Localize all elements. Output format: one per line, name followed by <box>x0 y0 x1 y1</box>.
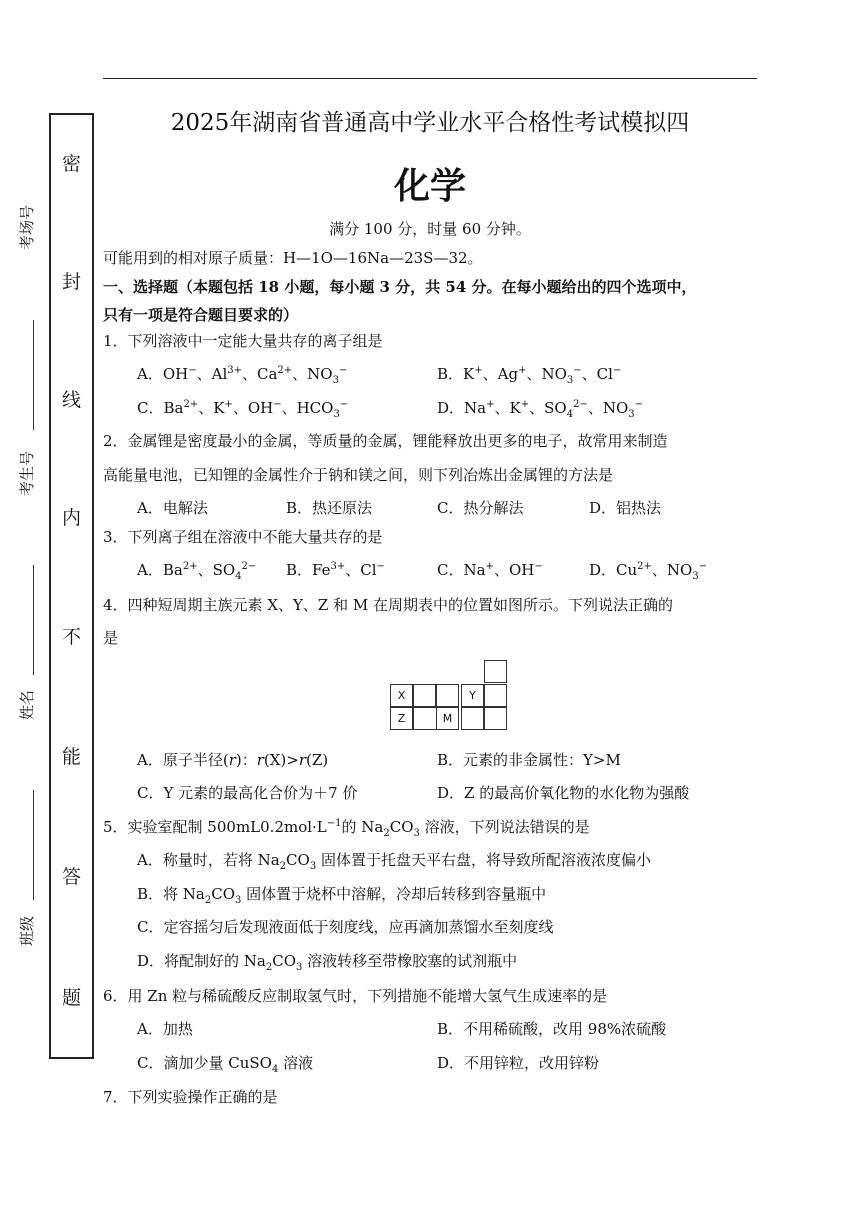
q7-stem: 7．下列实验操作正确的是 <box>103 1088 278 1106</box>
table-cell <box>484 684 507 707</box>
q6-option-c: C．滴加少量 CuSO$_4$ 溶液 <box>137 1054 314 1075</box>
table-cell <box>436 684 459 707</box>
q3-option-d: D．$Cu^{2+}$、$NO_3^-$ <box>589 561 708 582</box>
q2-option-a: A．电解法 <box>137 499 208 517</box>
subject-title: 化学 <box>393 165 466 207</box>
name-label: 姓名 <box>18 689 36 720</box>
exam-title: 2025年湖南省普通高中学业水平合格性考试模拟四 <box>170 110 690 136</box>
q6-option-b: B．不用稀硫酸，改用 98%浓硫酸 <box>437 1020 667 1038</box>
seal-char: 封 <box>61 271 81 293</box>
seal-char: 内 <box>61 507 81 529</box>
seal-char: 密 <box>61 153 81 175</box>
table-cell <box>413 684 436 707</box>
q1-stem: 1．下列溶液中一定能大量共存的离子组是 <box>103 332 383 350</box>
table-cell <box>461 707 484 730</box>
seal-char: 题 <box>61 987 81 1009</box>
q5-stem: 5．实验室配制 $500mL0.2mol\cdot L^{-1}$的 $Na_2CO_3$ 溶液，下列说法错误的是 <box>103 818 590 839</box>
q2-stem-line1: 2．金属锂是密度最小的金属，等质量的金属，锂能释放出更多的电子，故常用来制造 <box>103 432 668 450</box>
table-cell <box>484 707 507 730</box>
table-cell <box>413 707 436 730</box>
table-cell-m: M <box>436 707 459 730</box>
q5-option-a: A．称量时，若将 $Na_2CO_3$ 固体置于托盘天平右盘，将导致所配溶液浓度偏小 <box>137 851 651 872</box>
q2-option-b: B．热还原法 <box>286 499 373 517</box>
section-heading-line1: 一、选择题（本题包括 18 小题，每小题 3 分，共 54 分。在每小题给出的四个选项中， <box>103 278 697 296</box>
q6-option-a: A．加热 <box>137 1020 193 1038</box>
q4-stem-line1: 4．四种短周期主族元素 X、Y、Z 和 M 在周期表中的位置如图所示。下列说法正确的 <box>103 596 673 614</box>
q1-option-a: A．OH−、$Al^{3+}$、$Ca^{2+}$、$NO_3^-$ <box>137 365 348 386</box>
q4-stem-line2: 是 <box>103 629 119 647</box>
q1-option-c: C．$Ba^{2+}$、K+、OH−、$HCO_3^-$ <box>137 399 349 420</box>
table-cell-y: Y <box>461 684 484 707</box>
q3-option-b: B．$Fe^{3+}$、Cl− <box>286 561 385 579</box>
q4-option-b: B．元素的非金属性：Y>M <box>437 751 621 769</box>
seal-char: 不 <box>61 626 81 648</box>
atomic-masses: 可能用到的相对原子质量：H—1O—16Na—23S—32。 <box>103 249 483 267</box>
q2-stem-line2: 高能量电池，已知锂的金属性介于钠和镁之间，则下列冶炼出金属锂的方法是 <box>103 466 614 484</box>
q6-option-d: D．不用锌粒，改用锌粉 <box>437 1054 600 1072</box>
q1-option-b: B．K+、Ag+、$NO_3^-$、Cl− <box>437 365 622 386</box>
q2-option-c: C．热分解法 <box>437 499 524 517</box>
class-label: 班级 <box>18 915 36 946</box>
table-cell <box>484 660 507 683</box>
header-rule <box>103 78 757 79</box>
seal-char: 线 <box>61 389 81 411</box>
exam-room-line <box>33 320 34 430</box>
q1-option-d: D．Na+、K+、$SO_4^{2-}$、$NO_3^-$ <box>437 399 644 420</box>
q5-option-d: D．将配制好的 $Na_2CO_3$ 溶液转移至带橡胶塞的试剂瓶中 <box>137 952 518 973</box>
seal-char: 答 <box>61 866 81 888</box>
q4-option-c: C．Y 元素的最高化合价为＋7 价 <box>137 784 358 802</box>
name-line <box>33 790 34 900</box>
q5-option-c: C．定容摇匀后发现液面低于刻度线，应再滴加蒸馏水至刻度线 <box>137 918 554 936</box>
table-cell-z: Z <box>390 707 413 730</box>
q5-option-b: B．将 $Na_2CO_3$ 固体置于烧杯中溶解，冷却后转移到容量瓶中 <box>137 885 547 906</box>
seal-box <box>49 113 94 1059</box>
seal-char: 能 <box>61 746 81 768</box>
q2-option-d: D．铝热法 <box>589 499 662 517</box>
q3-stem: 3．下列离子组在溶液中不能大量共存的是 <box>103 528 383 546</box>
q3-option-c: C．Na+、OH− <box>437 561 543 579</box>
q6-stem: 6．用 Zn 粒与稀硫酸反应制取氢气时，下列措施不能增大氢气生成速率的是 <box>103 987 608 1005</box>
exam-info: 满分 100 分，时量 60 分钟。 <box>329 220 531 238</box>
exam-room-label: 考场号 <box>18 204 36 250</box>
q4-option-a: A．原子半径(r)：r(X)>r(Z) <box>137 751 329 769</box>
exam-number-line <box>33 565 34 675</box>
exam-number-label: 考生号 <box>18 450 36 496</box>
section-heading-line2: 只有一项是符合题目要求的） <box>103 306 299 324</box>
q3-option-a: A．$Ba^{2+}$、$SO_4^{2-}$ <box>137 561 257 582</box>
q4-option-d: D．Z 的最高价氧化物的水化物为强酸 <box>437 784 690 802</box>
table-cell-x: X <box>390 684 413 707</box>
